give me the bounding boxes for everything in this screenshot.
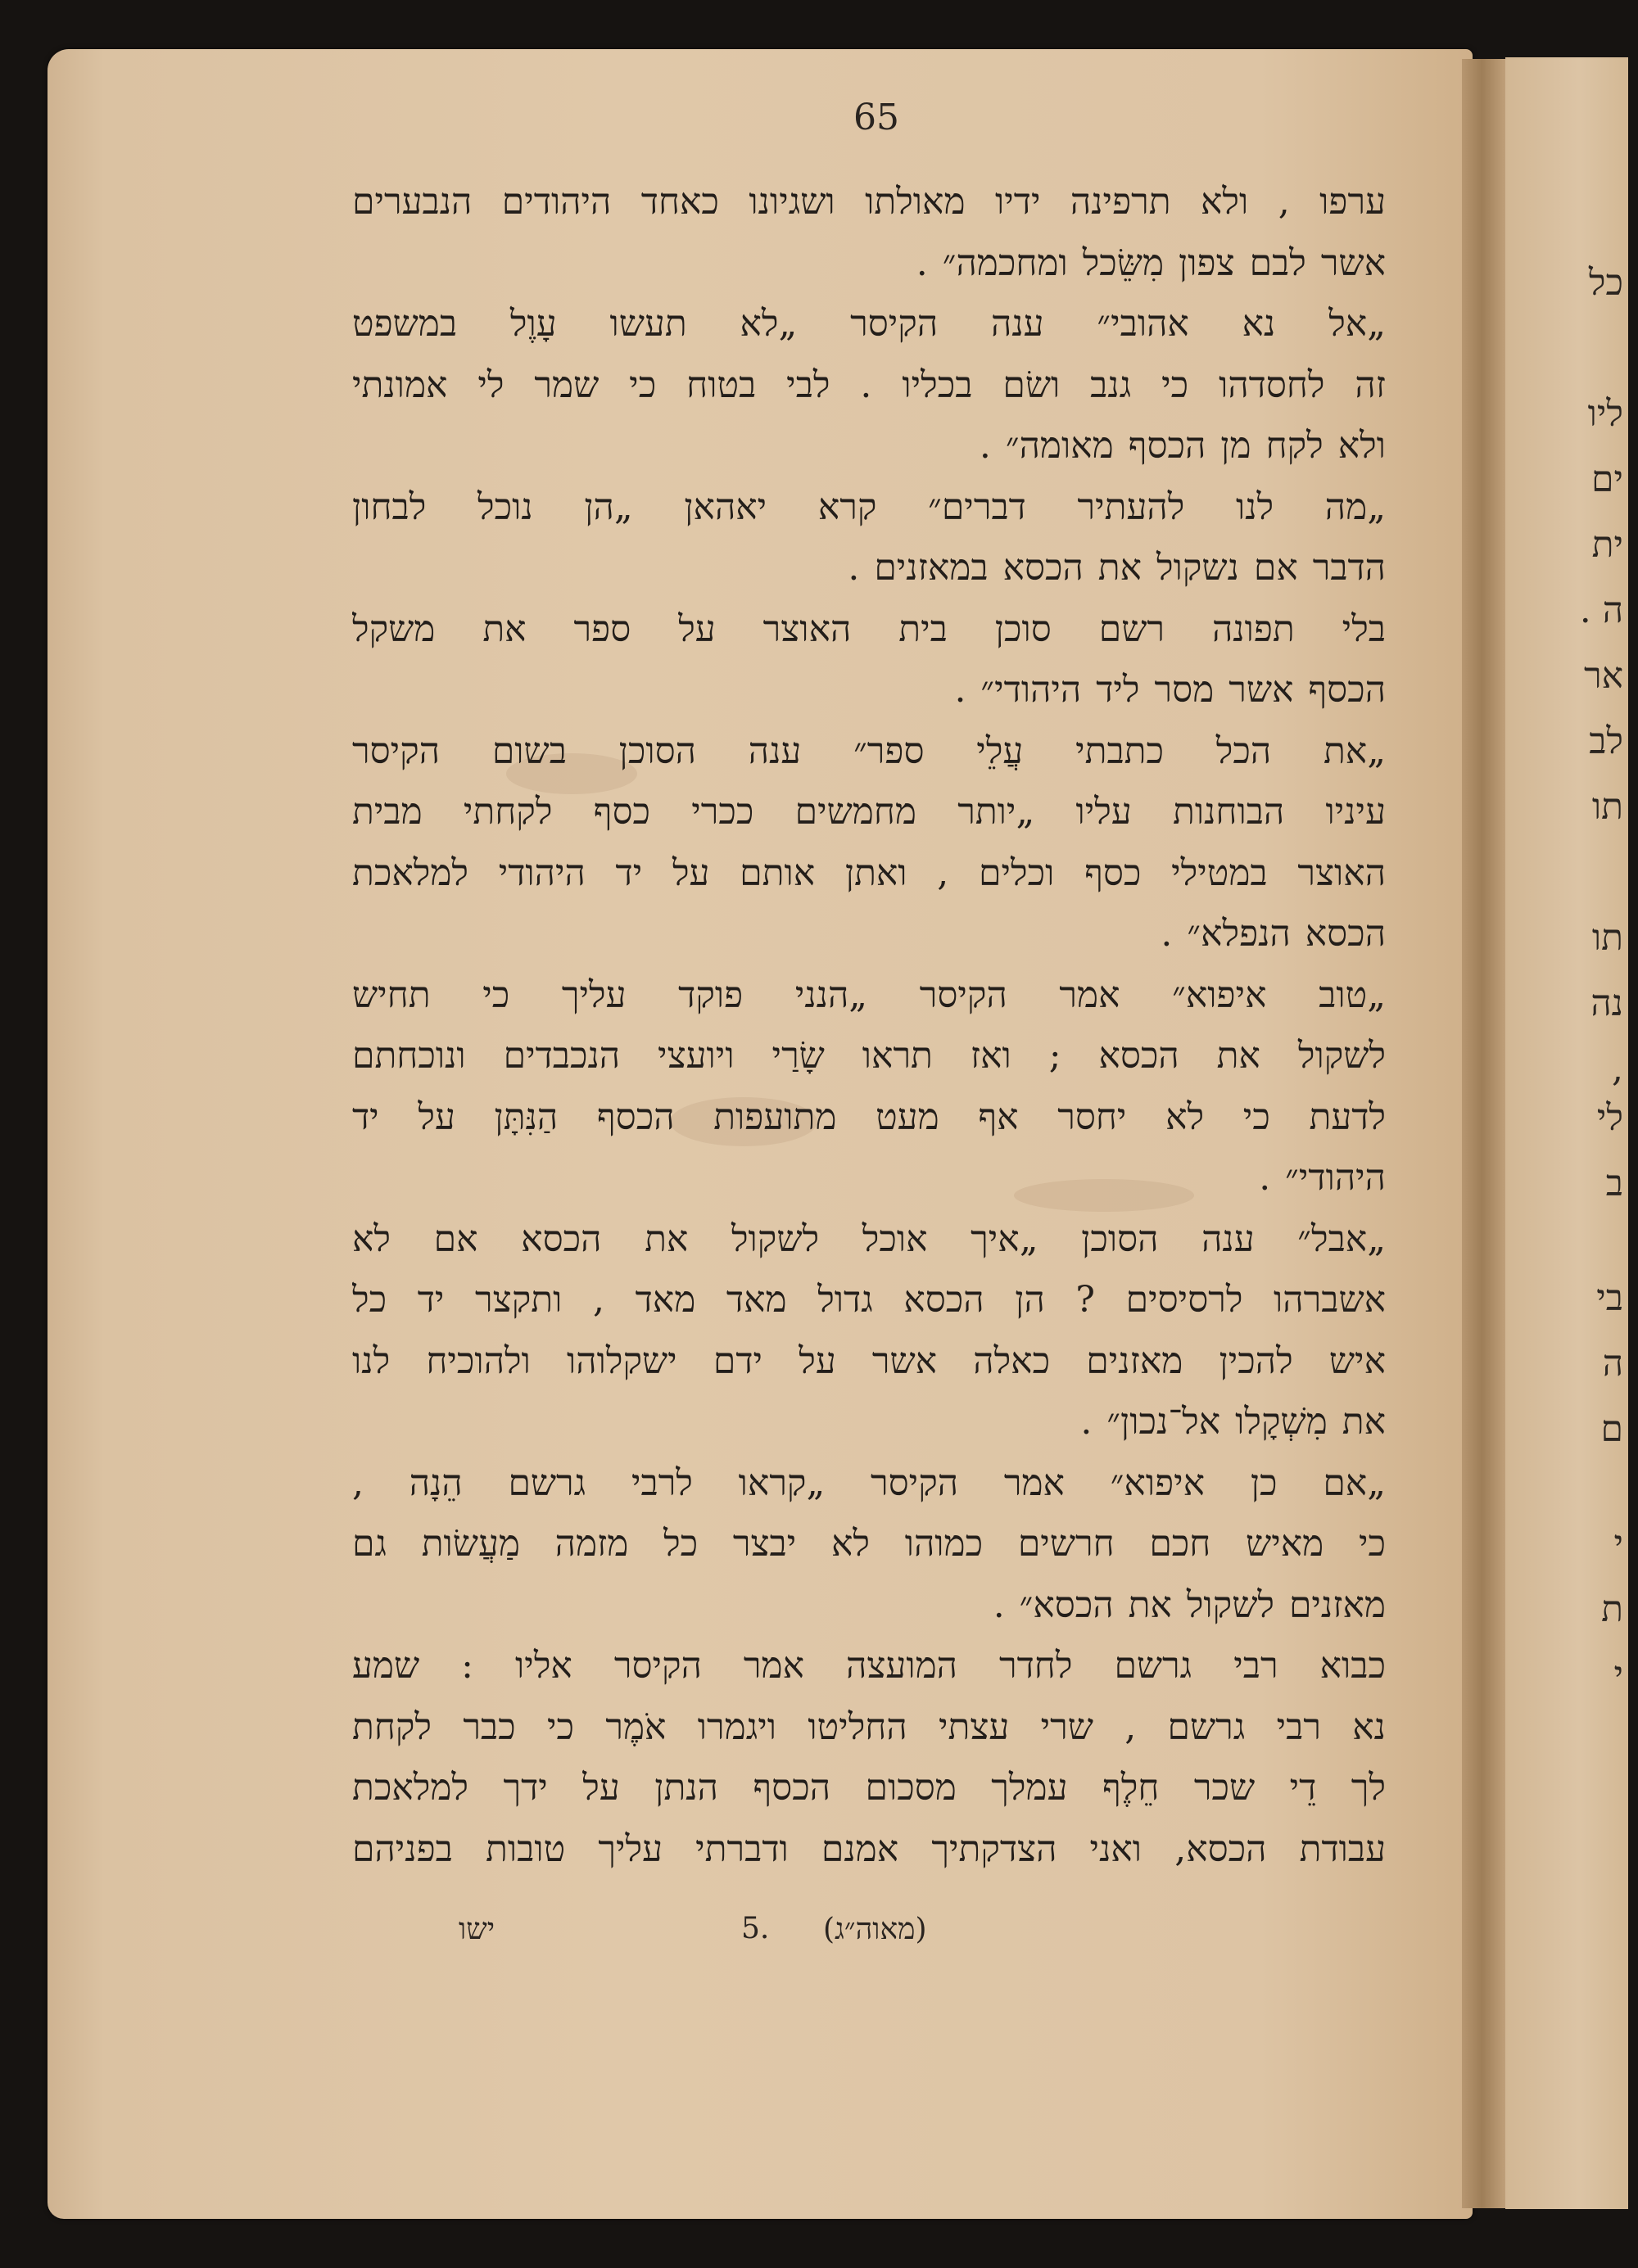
text-line: „את הכל כתבתי עֲלֵי ספר״ ענה הסוכן בשום הקיסר xyxy=(352,730,1386,772)
text-line: „אבל״ ענה הסוכן „איך אוכל לשקול את הכסא אם לא xyxy=(352,1218,1386,1260)
text-line: לך דֵי שכר חֵלֶף עמלך מסכום הכסף הנתן על ידך למלאכת xyxy=(352,1767,1386,1809)
text-line: „מה לנו להעתיר דברים״ קרא יאהאן „הן נוכל לבחון xyxy=(352,486,1386,528)
text-line: אשר לבם צפון מִשֵּׂכל ומחכמה״ . xyxy=(916,242,1386,284)
right-page-fragment: , xyxy=(1612,1048,1623,1090)
text-line: היהודי״ . xyxy=(1259,1157,1386,1199)
footer-signature-right: (מאוה״ג) xyxy=(823,1913,927,1946)
right-page-fragment: ת xyxy=(1601,1588,1623,1630)
right-page-fragment: ליו xyxy=(1587,393,1623,435)
right-page-fragment: ים xyxy=(1591,459,1623,500)
book-gutter xyxy=(1462,59,1507,2208)
text-line: „אם כן איפוא״ אמר הקיסר „קראו לרבי גרשם הֵנָה , xyxy=(352,1462,1386,1504)
text-line: את מִשְׁקָלו אל־נכון״ . xyxy=(1080,1401,1386,1443)
right-page-fragment: י xyxy=(1613,1523,1623,1565)
right-page-fragment: תו xyxy=(1591,917,1623,959)
body-text xyxy=(352,172,1386,1880)
right-page-fragment: י xyxy=(1613,1654,1623,1696)
right-page-fragment: כל xyxy=(1588,262,1623,304)
right-page-fragment: בי xyxy=(1596,1277,1623,1319)
right-page-fragment: ה . xyxy=(1579,590,1623,631)
right-page-fragment: ם xyxy=(1600,1408,1623,1450)
text-line: נא רבי גרשם , שרי עצתי החליטו ויגמרו אֹמֶר כי כבר לקחת xyxy=(352,1706,1386,1748)
right-page-fragment: ה xyxy=(1602,1343,1623,1385)
text-line: הכסף אשר מסר ליד היהודי״ . xyxy=(954,669,1386,711)
text-line: כי מאיש חכם חרשים כמוהו לא יבצר כל מזמה מַעֲשׂות גם xyxy=(352,1523,1386,1565)
right-page-fragment: לב xyxy=(1589,721,1623,762)
footer-signature-left: ישו xyxy=(459,1913,495,1946)
text-line: בלי תפונה רשם סוכן בית האוצר על ספר את משקל xyxy=(352,608,1386,650)
text-line: ולא לקח מן הכסף מאומה״ . xyxy=(979,425,1386,467)
text-line: עבודת הכסא, ואני הצדקתיך אמנם ודברתי עליך טובות בפניהם xyxy=(352,1828,1386,1870)
footer-signature-number: 5. xyxy=(741,1912,770,1945)
text-line: ערפו , ולא תרפינה ידיו מאולתו ושגיונו כאחד היהודים הנבערים xyxy=(352,181,1386,223)
right-page-fragment: ית xyxy=(1591,524,1623,566)
text-line: „אל נא אהובי״ ענה הקיסר „לא תעשו עָוֶל במשפט xyxy=(352,303,1386,345)
text-line: אשברהו לרסיסים ? הן הכסא גדול מאד מאד , ותקצר יד כל xyxy=(352,1279,1386,1321)
text-line: לשקול את הכסא ; ואז תראו שָׂרַי ויועצי הנכבדים ונוכחתם xyxy=(352,1035,1386,1077)
page-footer xyxy=(459,1912,950,1961)
text-line: עיניו הבוחנות עליו „יותר מחמשים ככרי כסף לקחתי מבית xyxy=(352,791,1386,833)
right-page-fragment: לי xyxy=(1596,1097,1623,1139)
page-number: 65 xyxy=(853,97,899,138)
right-page-fragment: נה xyxy=(1590,983,1623,1024)
right-page-fragment: ב xyxy=(1605,1163,1623,1204)
text-line: זה לחסדהו כי גנב ושׂם בכליו . לבי בטוח כי שמר לי אמונתי xyxy=(352,364,1386,406)
right-page-fragment: אר xyxy=(1583,655,1623,697)
text-line: הדבר אם נשקול את הכסא במאזנים . xyxy=(848,547,1386,589)
right-page-fragment: תו xyxy=(1591,786,1623,828)
text-line: הכסא הנפלא״ . xyxy=(1161,913,1386,955)
text-line: איש להכין מאזנים כאלה אשר על ידם ישקלוהו ולהוכיח לנו xyxy=(352,1340,1386,1382)
text-line: האוצר במטילי כסף וכלים , ואתן אותם על יד היהודי למלאכת xyxy=(352,852,1386,894)
text-line: לדעת כי לא יחסר אף מעט מתועפות הכסף הַנִּתָּן על יד xyxy=(352,1096,1386,1138)
text-line: כבוא רבי גרשם לחדר המועצה אמר הקיסר אליו : שמע xyxy=(352,1645,1386,1687)
text-line: מאזנים לשקול את הכסא״ . xyxy=(993,1584,1386,1626)
text-line: „טוב איפוא״ אמר הקיסר „הנני פוקד עליך כי תחיש xyxy=(352,974,1386,1016)
